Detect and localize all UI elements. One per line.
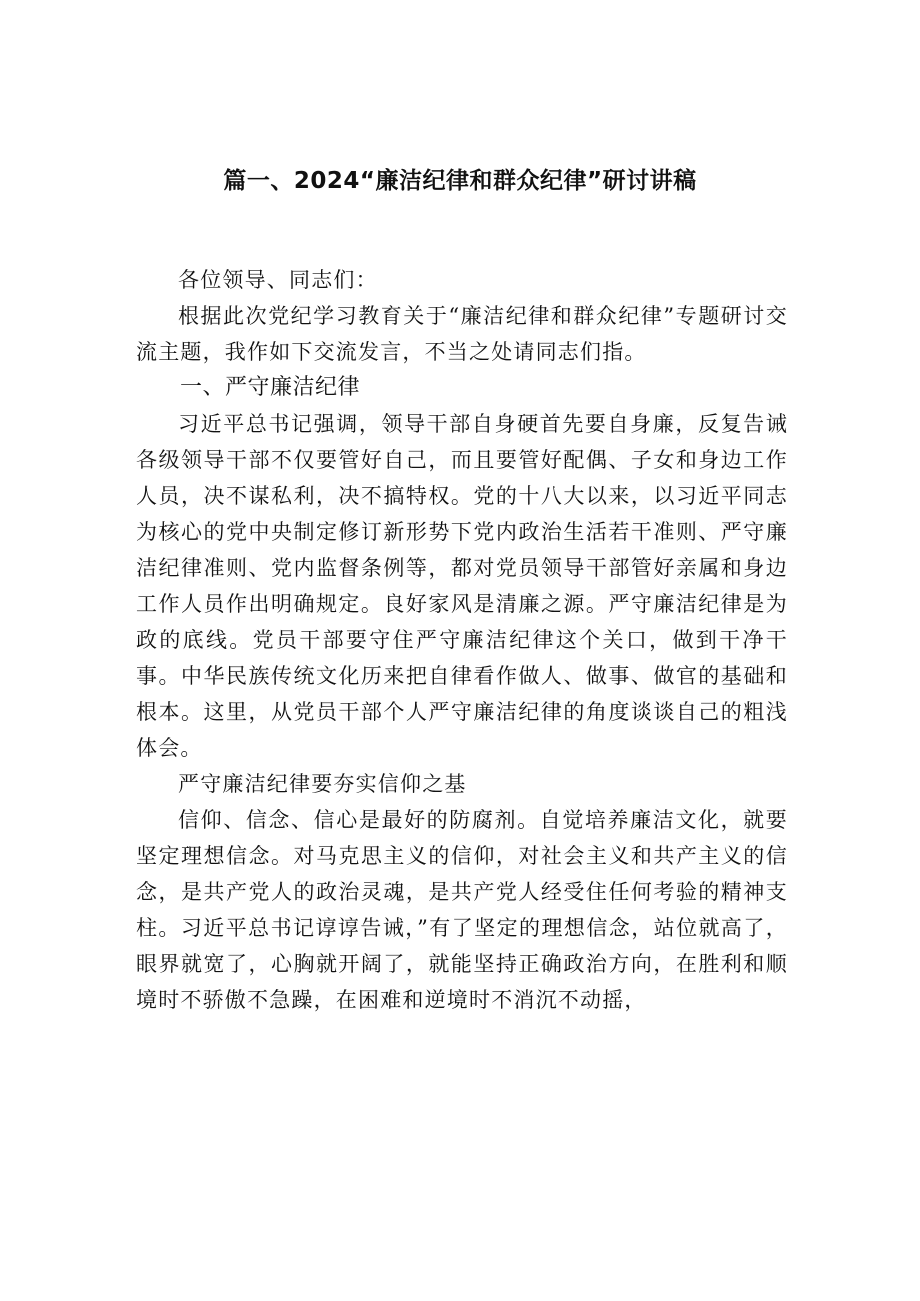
document-body	[136, 262, 788, 1018]
section-heading: 一、严守廉洁纪律	[180, 375, 361, 400]
subsection-heading: 严守廉洁纪律要夯实信仰之基	[178, 772, 467, 796]
salutation: 各位领导、同志们：	[178, 268, 378, 292]
body-paragraph: 信仰、信念、信心是最好的防腐剂。自觉培养廉洁文化，就要坚定理想信念。对马克思主义的信仰，对社会主义和共产主义的信念，是共产党人的政治灵魂，是共产党人经受住任何考验的精神支柱。习近平总书记谆谆告诫，”有了坚定的理想信念，站位就高了，眼界就宽了，心胸就开阔了，就能坚持正确政治方向，在胜利和顺境时不骄傲不急躁，在困难和逆境时不消沉不动摇，	[136, 808, 788, 1012]
body-paragraph: 习近平总书记强调，领导干部自身硬首先要自身廉，反复告诫各级领导干部不仅要管好自己，而且要管好配偶、子女和身边工作人员，决不谋私利，决不搞特权。党的十八大以来，以习近平同志为核心的党中央制定修订新形势下党内政治生活若干准则、严守廉洁纪律准则、党内监督条例等，都对党员领导干部管好亲属和身边工作人员作出明确规定。良好家风是清廉之源。严守廉洁纪律是为政的底线。党员干部要守住严守廉洁纪律这个关口，做到干净干事。中华民族传统文化历来把自律看作做人、做事、做官的基础和根本。这里，从党员干部个人严守廉洁纪律的角度谈谈自己的粗浅体会。	[136, 412, 788, 760]
document-title: 篇一、2024“廉洁纪律和群众纪律”研讨讲稿	[223, 168, 697, 194]
intro-paragraph: 根据此次党纪学习教育关于“廉洁纪律和群众纪律”专题研讨交流主题，我作如下交流发言，不当之处请同志们指。	[136, 304, 788, 364]
